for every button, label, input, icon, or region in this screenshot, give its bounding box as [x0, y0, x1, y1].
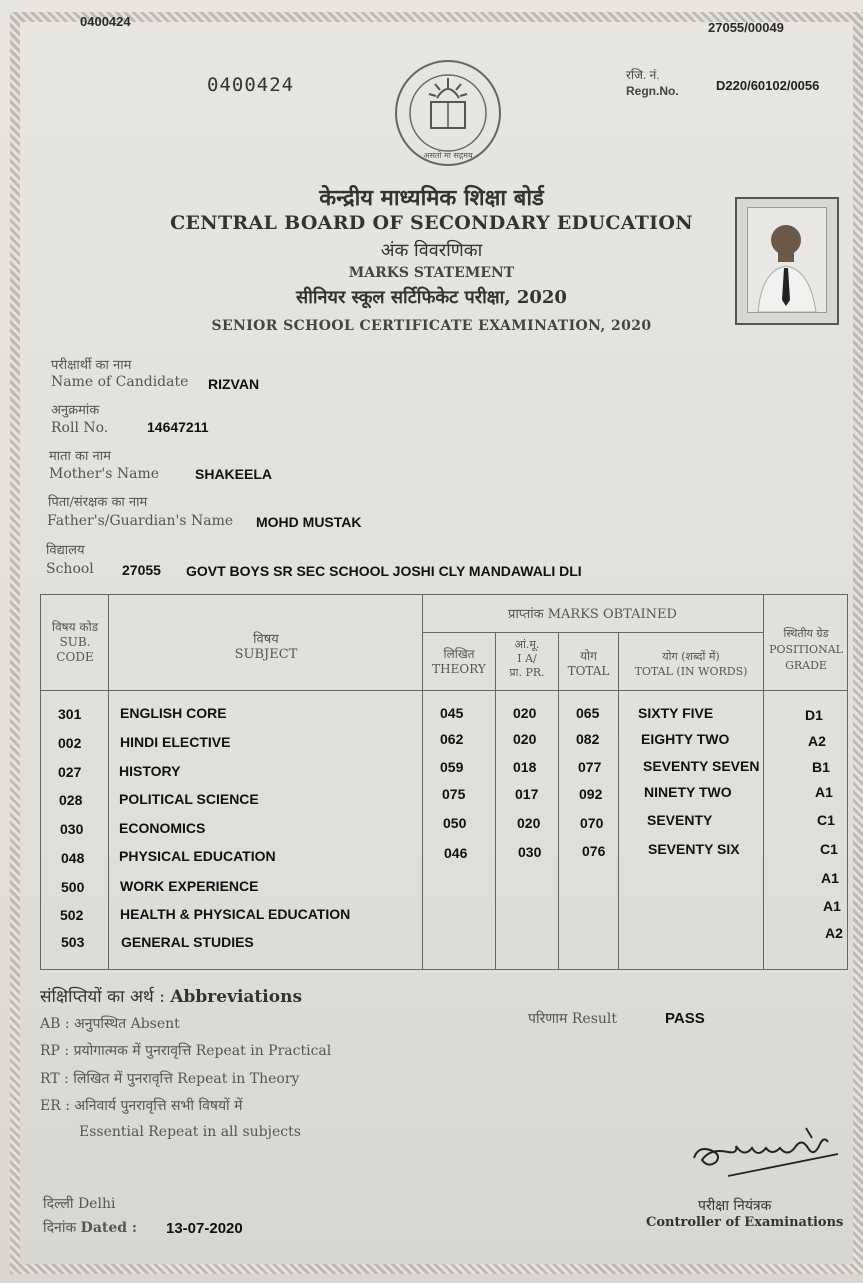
abbr-essential-repeat: ER : अनिवार्य पुनरावृत्ति सभी विषयों में: [40, 1098, 243, 1114]
subject-name: PHYSICAL EDUCATION: [119, 848, 276, 864]
statement-title-hindi: अंक विवरणिका: [380, 240, 483, 261]
place-label: दिल्ली Delhi: [43, 1196, 116, 1212]
seal-motto: असतो मा सद्गमय: [423, 151, 473, 160]
mother-label: Mother's Name: [49, 466, 160, 482]
ia-marks: 017: [515, 786, 539, 802]
subject-code: 028: [59, 792, 83, 808]
abbr-repeat-practical: RP : प्रयोगात्मक में पुनरावृत्ति Repeat in Practical: [40, 1043, 332, 1059]
ia-marks: 020: [513, 731, 537, 747]
regn-label-hi: रजि. नं.: [626, 68, 660, 82]
col-divider: [618, 632, 619, 970]
theory-marks: 045: [440, 705, 464, 721]
result-label: परिणाम Result: [528, 1011, 618, 1027]
total-header: योग TOTAL: [567, 649, 610, 678]
abbr-essential-repeat-en: Essential Repeat in all subjects: [79, 1124, 301, 1140]
subject-code: 048: [61, 850, 85, 866]
result-value: PASS: [665, 1010, 705, 1027]
date-label: दिनांक Dated :: [43, 1220, 138, 1236]
abbr-repeat-theory: RT : लिखित में पुनरावृत्ति Repeat in Theory: [40, 1071, 300, 1087]
ia-marks: 018: [513, 759, 537, 775]
school-name: GOVT BOYS SR SEC SCHOOL JOSHI CLY MANDAWALI DLI: [186, 563, 582, 579]
subject-code: 301: [58, 706, 82, 722]
abbr-absent: AB : अनुपस्थित Absent: [40, 1016, 180, 1032]
theory-marks: 062: [440, 731, 464, 747]
roll-label: Roll No.: [51, 420, 109, 436]
code-header: विषय कोड SUB. CODE: [51, 620, 99, 664]
name-label: Name of Candidate: [51, 374, 189, 390]
roll-number: 14647211: [147, 419, 209, 435]
positional-grade: C1: [820, 841, 838, 857]
regn-number: D220/60102/0056: [716, 78, 820, 93]
top-serial-right: 27055/00049: [708, 20, 784, 35]
theory-marks: 075: [442, 786, 466, 802]
positional-grade: A1: [815, 784, 833, 800]
theory-marks: 046: [444, 845, 468, 861]
positional-grade: C1: [817, 812, 835, 828]
name-label-hindi: परीक्षार्थी का नाम: [51, 358, 132, 373]
theory-marks: 050: [443, 815, 467, 831]
positional-grade: A2: [825, 925, 843, 941]
total-marks: 082: [576, 731, 600, 747]
row-divider: [40, 690, 848, 691]
school-label: School: [46, 561, 94, 577]
subject-name: ENGLISH CORE: [120, 705, 227, 721]
subject-name: HEALTH & PHYSICAL EDUCATION: [120, 906, 351, 922]
school-label-hindi: विद्यालय: [46, 543, 85, 558]
father-label: Father's/Guardian's Name: [47, 513, 234, 529]
positional-grade: B1: [812, 759, 830, 775]
grade-header: स्थितीय ग्रेड POSITIONAL GRADE: [769, 627, 843, 672]
statement-title-english: MARKS STATEMENT: [348, 265, 515, 281]
col-divider: [558, 632, 559, 970]
total-marks: 065: [576, 705, 600, 721]
total-words-header: योग (शब्दों में) TOTAL (IN WORDS): [634, 650, 748, 678]
subject-code: 002: [58, 735, 82, 751]
subject-name: HISTORY: [119, 763, 181, 779]
ia-marks: 030: [518, 844, 542, 860]
date-value: 13-07-2020: [166, 1220, 243, 1237]
roll-label-hindi: अनुक्रमांक: [51, 403, 100, 418]
total-in-words: EIGHTY TWO: [641, 731, 730, 747]
subject-code: 502: [60, 907, 84, 923]
subject-code: 500: [61, 879, 85, 895]
exam-title-english: SENIOR SCHOOL CERTIFICATE EXAMINATION, 2020: [211, 318, 652, 334]
total-in-words: SEVENTY SEVEN: [643, 758, 760, 774]
top-serial-left: 0400424: [80, 14, 131, 29]
subject-code: 030: [60, 821, 84, 837]
positional-grade: A2: [808, 733, 826, 749]
subject-name: ECONOMICS: [119, 820, 206, 836]
mother-name: SHAKEELA: [195, 466, 273, 482]
col-divider: [495, 632, 496, 970]
board-name-english: CENTRAL BOARD OF SECONDARY EDUCATION: [170, 212, 693, 234]
total-in-words: SIXTY FIVE: [638, 705, 714, 721]
positional-grade: A1: [823, 898, 841, 914]
abbreviations-title: संक्षिप्तियों का अर्थ : Abbreviations: [40, 987, 303, 1007]
positional-grade: A1: [821, 870, 839, 886]
ia-marks: 020: [513, 705, 537, 721]
subject-name: POLITICAL SCIENCE: [119, 791, 259, 807]
col-divider: [108, 594, 109, 970]
subject-name: HINDI ELECTIVE: [120, 734, 231, 750]
total-in-words: SEVENTY SIX: [648, 841, 740, 857]
candidate-photo: [735, 197, 839, 325]
regn-label-en: Regn.No.: [626, 84, 679, 98]
subject-name: GENERAL STUDIES: [121, 934, 254, 950]
total-marks: 092: [579, 786, 603, 802]
exam-title-hindi: सीनियर स्कूल सर्टिफिकेट परीक्षा, 2020: [296, 287, 567, 308]
controller-title: Controller of Examinations: [646, 1215, 844, 1230]
theory-marks: 059: [440, 759, 464, 775]
theory-header: लिखित THEORY: [432, 647, 486, 676]
serial-number: 0400424: [207, 74, 295, 96]
subject-name: WORK EXPERIENCE: [120, 878, 259, 894]
total-marks: 077: [578, 759, 602, 775]
subject-code: 503: [61, 934, 85, 950]
total-marks: 070: [580, 815, 604, 831]
positional-grade: D1: [805, 707, 823, 723]
board-name-hindi: केन्द्रीय माध्यमिक शिक्षा बोर्ड: [319, 185, 544, 211]
subject-header: विषय SUBJECT: [234, 632, 298, 662]
total-marks: 076: [582, 843, 606, 859]
candidate-name: RIZVAN: [208, 376, 260, 392]
ia-marks: 020: [517, 815, 541, 831]
mother-label-hindi: माता का नाम: [49, 449, 111, 464]
marks-obtained-header: प्राप्तांक MARKS OBTAINED: [508, 607, 677, 622]
controller-signature: [688, 1118, 848, 1188]
father-label-hindi: पिता/संरक्षक का नाम: [48, 495, 148, 510]
subject-code: 027: [58, 764, 82, 780]
controller-title-hindi: परीक्षा नियंत्रक: [698, 1198, 772, 1214]
total-in-words: SEVENTY: [647, 812, 713, 828]
total-in-words: NINETY TWO: [644, 784, 732, 800]
row-divider: [422, 632, 763, 633]
school-code: 27055: [122, 562, 161, 578]
father-name: MOHD MUSTAK: [256, 514, 362, 530]
ia-pr-header: आं.मू. I A/ प्रा. PR.: [509, 638, 545, 679]
